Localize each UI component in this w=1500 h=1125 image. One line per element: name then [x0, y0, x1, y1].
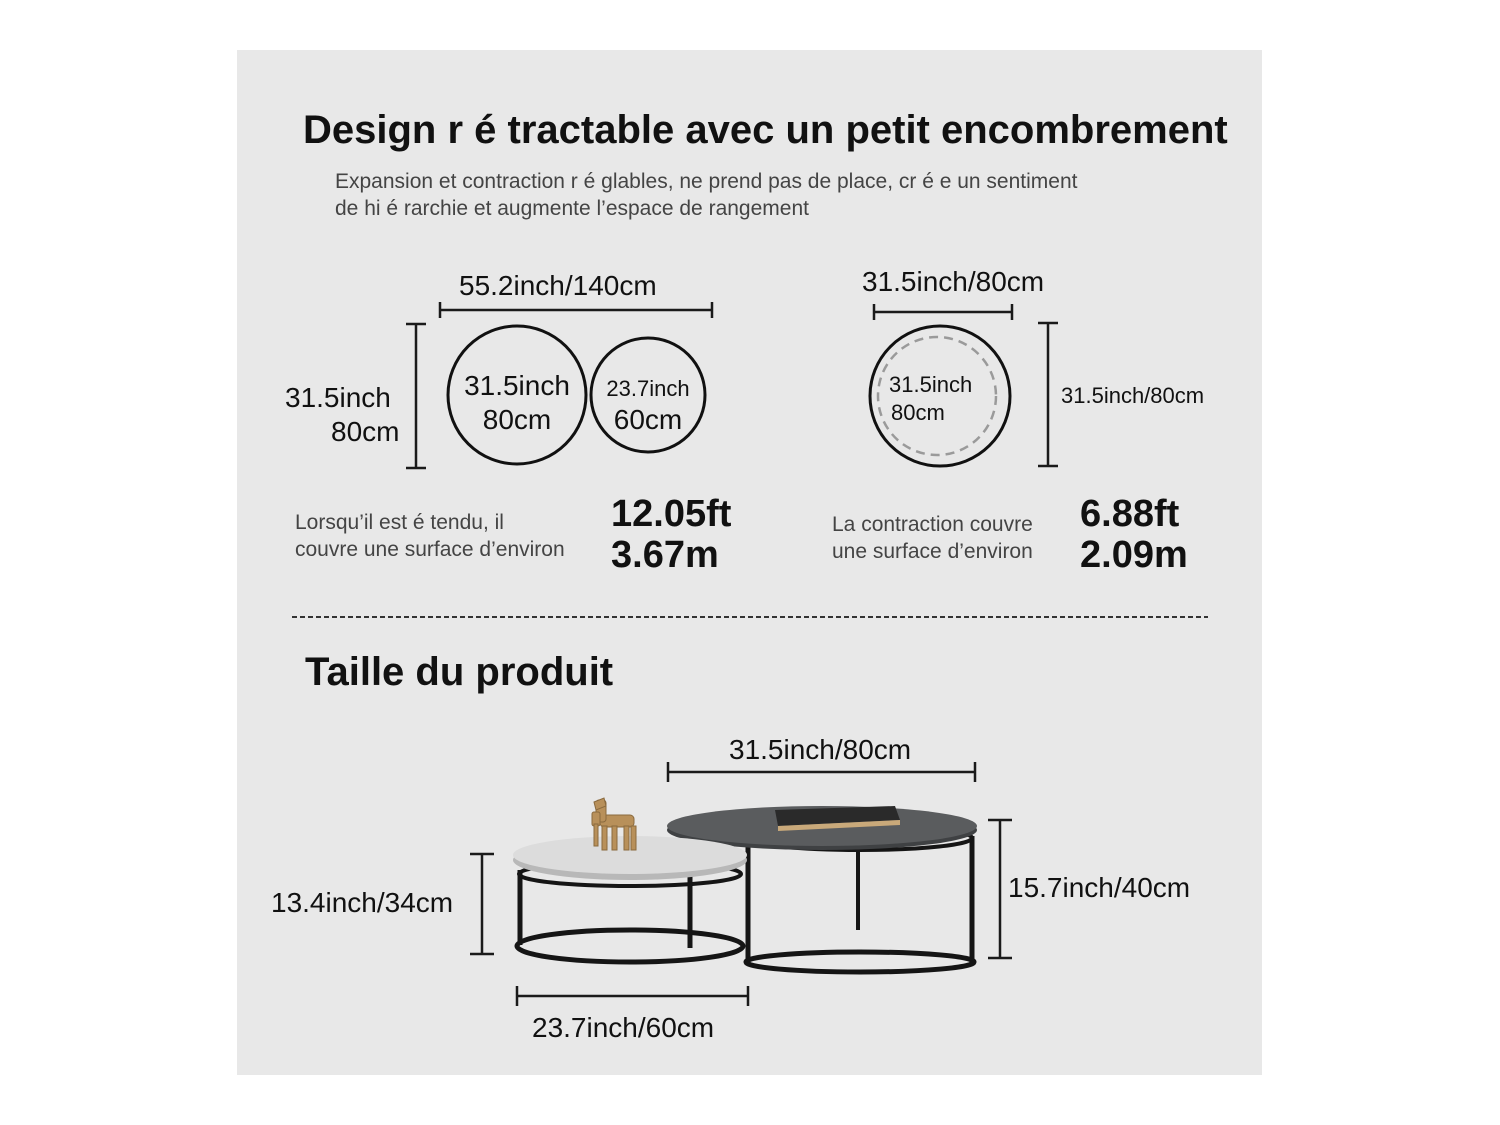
large-table-height-label: 15.7inch/40cm [1008, 872, 1191, 903]
small-table-illustration [513, 836, 747, 962]
contracted-depth-dimension-line [1038, 323, 1058, 466]
small-table-width-label: 23.7inch/60cm [532, 1012, 715, 1043]
expanded-width-label: 55.2inch/140cm [459, 270, 657, 301]
contracted-desc-line-2: une surface d’environ [832, 540, 1033, 563]
large-table-illustration [667, 806, 977, 972]
expanded-desc-line-2: couvre une surface d’environ [295, 538, 565, 561]
expanded-depth-label-line1: 31.5inch [285, 382, 391, 413]
contracted-desc-line-1: La contraction couvre [832, 513, 1033, 536]
contracted-area-ft: 6.88ft [1080, 493, 1180, 535]
expanded-large-circle-label-2: 80cm [482, 404, 552, 435]
contracted-width-dimension-line [874, 304, 1012, 320]
product-size-title: Taille du produit [305, 650, 614, 694]
small-table-height-label: 13.4inch/34cm [271, 887, 454, 918]
expanded-area-m: 3.67m [611, 534, 719, 576]
expanded-width-dimension-line [440, 302, 712, 318]
subtitle-line-1: Expansion et contraction r é glables, ne prend pas de place, cr é e un sentiment [335, 170, 1078, 193]
expanded-small-circle-label-1: 23.7inch [606, 376, 690, 401]
subtitle-line-2: de hi é rarchie et augmente l’espace de rangement [335, 197, 809, 220]
expanded-depth-label-line2: 80cm [331, 416, 400, 447]
contracted-circle-label-2: 80cm [891, 400, 945, 425]
contracted-area-m: 2.09m [1080, 534, 1188, 576]
expanded-depth-dimension-line [406, 324, 426, 468]
small-table-width-dimension-line [517, 986, 748, 1006]
large-table-width-label: 31.5inch/80cm [729, 734, 912, 765]
page-title: Design r é tractable avec un petit encombrement [303, 108, 1228, 152]
small-table-height-dimension-line [470, 854, 494, 954]
expanded-desc-line-1: Lorsqu’il est é tendu, il [295, 511, 504, 534]
expanded-area-ft: 12.05ft [611, 493, 732, 535]
contracted-depth-label: 31.5inch/80cm [1061, 383, 1205, 408]
contracted-width-label: 31.5inch/80cm [862, 266, 1045, 297]
contracted-circle-label-1: 31.5inch [889, 372, 973, 397]
expanded-large-circle-label-1: 31.5inch [464, 370, 570, 401]
expanded-small-circle-label-2: 60cm [613, 404, 683, 435]
